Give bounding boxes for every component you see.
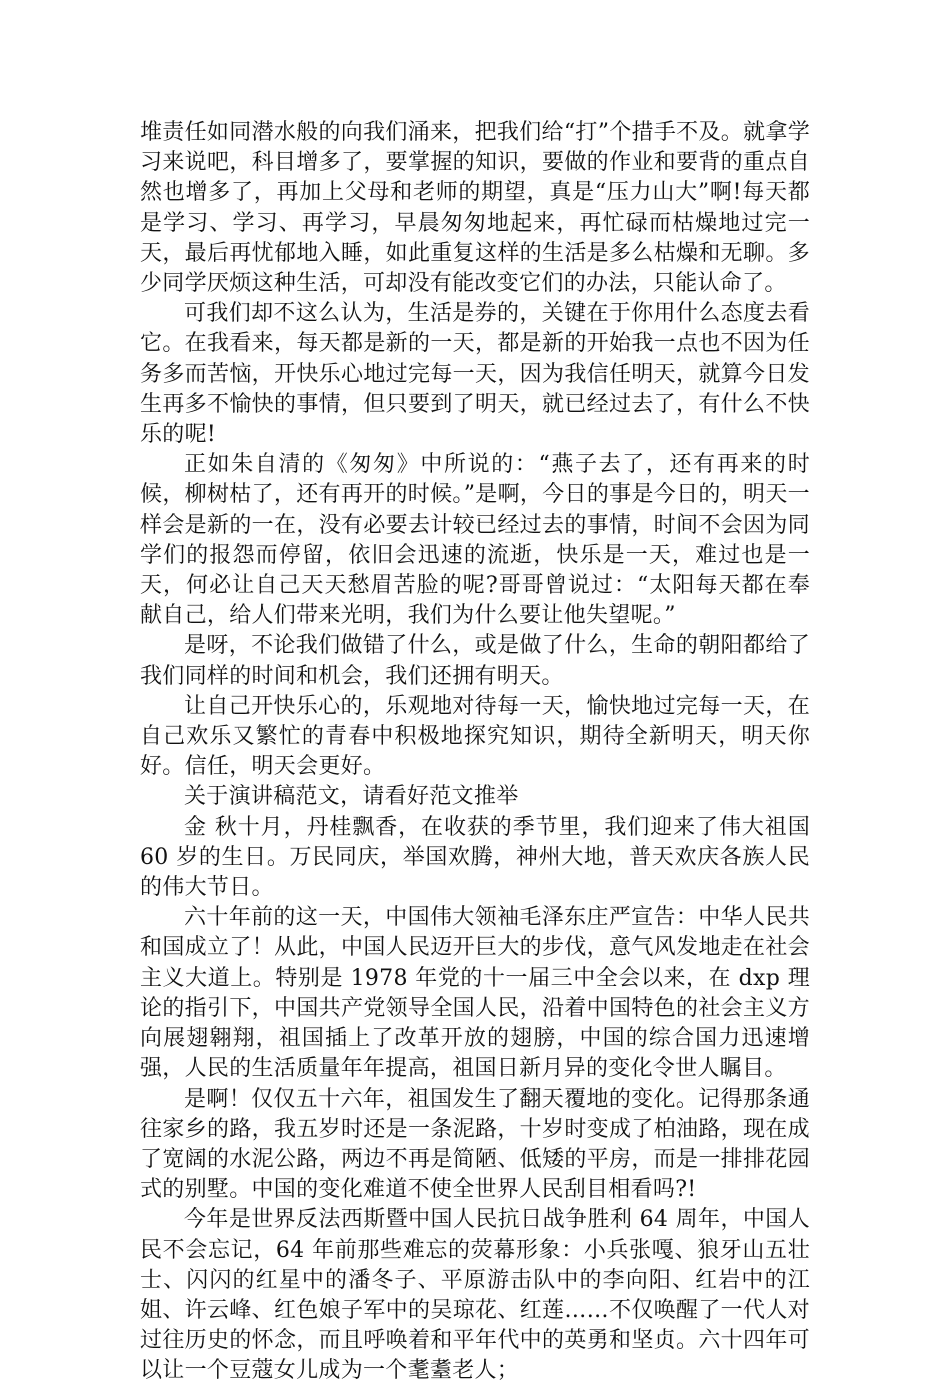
paragraph-5: 让自己开快乐心的，乐观地对待每一天，愉快地过完每一天，在自己欢乐又繁忙的青春中积极地探究知识，期待全新明天，明天你好。信任，明天会更好。 bbox=[140, 693, 810, 780]
document-body bbox=[140, 118, 810, 1387]
paragraph-3: 正如朱自清的《匆匆》中所说的：“燕子去了，还有再来的时候，柳树枯了，还有再开的时候。”是啊，今日的事是今日的，明天一样会是新的一在，没有必要去计较已经过去的事情，时间不会因为同学们的报怨而停留，依旧会迅速的流逝，快乐是一天，难过也是一天，何必让自己天天愁眉苦脸的呢?哥哥曾说过：“太阳每天都在奉献自己，给人们带来光明，我们为什么要让他失望呢。” bbox=[140, 452, 810, 629]
paragraph-10: 今年是世界反法西斯暨中国人民抗日战争胜利 64 周年，中国人民不会忘记，64 年前那些难忘的荧幕形象：小兵张嘎、狼牙山五壮士、闪闪的红星中的潘冬子、平原游击队中的李向阳、红岩中的江姐、许云峰、红色娘子军中的吴琼花、红莲……不仅唤醒了一代人对过往历史的怀念，而且呼唤着和平年代中的英勇和坚贞。六十四年可以让一个豆蔻女儿成为一个耄耋老人； bbox=[140, 1207, 810, 1384]
paragraph-7: 金 秋十月，丹桂飘香，在收获的季节里，我们迎来了伟大祖国 60 岁的生日。万民同庆，举国欢腾，神州大地，普天欢庆各族人民的伟大节日。 bbox=[140, 814, 810, 901]
paragraph-9: 是啊！仅仅五十六年，祖国发生了翻天覆地的变化。记得那条通往家乡的路，我五岁时还是一条泥路，十岁时变成了柏油路，现在成了宽阔的水泥公路，两边不再是简陋、低矮的平房，而是一排排花园式的别墅。中国的变化难道不使全世界人民刮目相看吗?! bbox=[140, 1086, 810, 1203]
paragraph-2: 可我们却不这么认为，生活是券的，关键在于你用什么态度去看它。在我看来，每天都是新的一天，都是新的开始我一点也不因为任务多而苦恼，开快乐心地过完每一天，因为我信任明天，就算今日发生再多不愉快的事情，但只要到了明天，就已经过去了，有什么不快乐的呢! bbox=[140, 301, 810, 448]
paragraph-1: 堆责任如同潜水般的向我们涌来，把我们给“打”个措手不及。就拿学习来说吧，科目增多了，要掌握的知识，要做的作业和要背的重点自然也增多了，再加上父母和老师的期望，真是“压力山大”啊!每天都是学习、学习、再学习，早晨匆匆地起来，再忙碌而枯燥地过完一天，最后再忧郁地入睡，如此重复这样的生活是多么枯燥和无聊。多少同学厌烦这种生活，可却没有能改变它们的办法，只能认命了。 bbox=[140, 120, 810, 297]
section-heading: 关于演讲稿范文，请看好范文推举 bbox=[184, 784, 519, 810]
paragraph-4: 是呀，不论我们做错了什么，或是做了什么，生命的朝阳都给了我们同样的时间和机会，我们还拥有明天。 bbox=[140, 633, 810, 689]
paragraph-8: 六十年前的这一天，中国伟大领袖毛泽东庄严宣告：中华人民共和国成立了！从此，中国人民迈开巨大的步伐，意气风发地走在社会主义大道上。特别是 1978 年党的十一届三中全会以来，在 dxp 理论的指引下，中国共产党领导全国人民，沿着中国特色的社会主义方向展翅翱翔，祖国插上了改革开放的翅膀，中国的综合国力迅速增强，人民的生活质量年年提高，祖国日新月异的变化令世人瞩目。 bbox=[140, 905, 810, 1082]
